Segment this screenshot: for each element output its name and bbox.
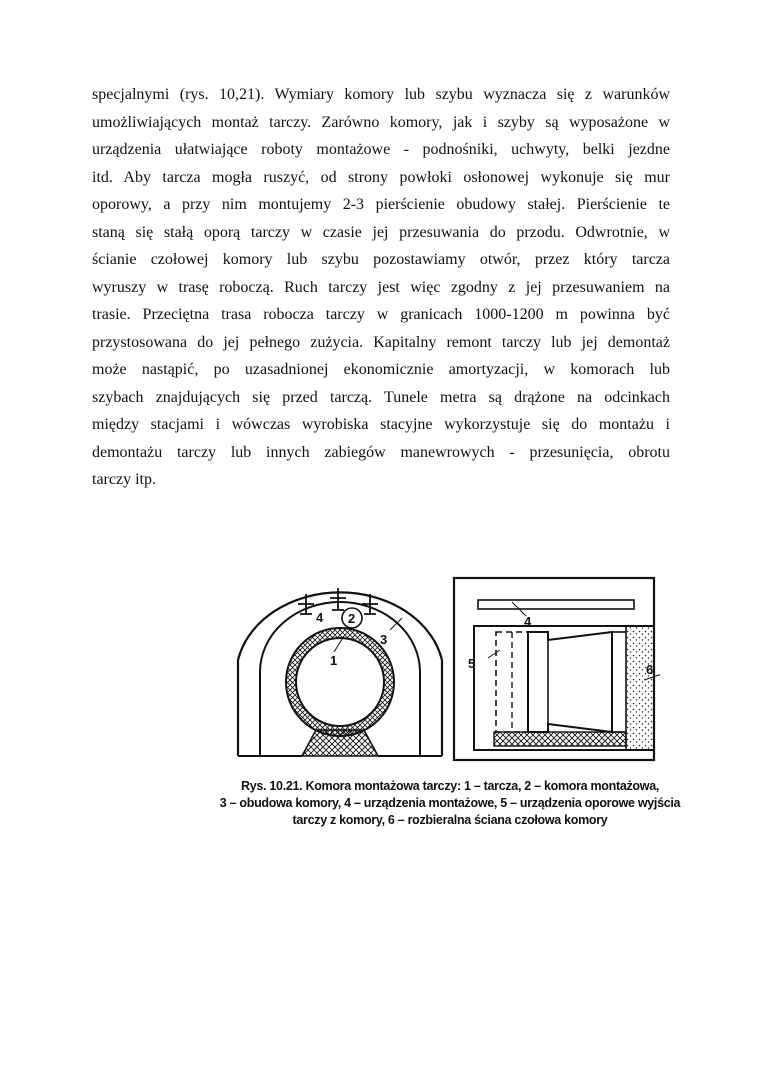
shield-body — [528, 632, 612, 732]
right-view — [454, 578, 660, 760]
figure-drawing — [230, 570, 660, 770]
label-5: 5 — [468, 656, 476, 671]
text-line: ścianie czołowej komory lub szybu pozostawiamy otwór, przez który tarcza — [92, 251, 670, 268]
caption-line: 3 – obudowa komory, 4 – urządzenia montażowe, 5 – urządzenia oporowe wyjścia — [219, 796, 681, 810]
label-4-right: 4 — [524, 614, 532, 629]
shield-ring-inner — [296, 638, 384, 726]
text-line: trasie. Przeciętna trasa robocza tarczy w granicach 1000-1200 m powinna być — [92, 306, 670, 323]
text-line: itd. Aby tarcza mogła ruszyć, od strony powłoki osłonowej wykonuje się mur — [92, 168, 670, 186]
text-line: wyruszy w trasę roboczą. Ruch tarczy jest więc zgodny z jej przesuwaniem na — [92, 278, 670, 296]
text-line-last: tarczy itp. — [92, 471, 156, 488]
figure-caption — [215, 778, 685, 829]
crane-beam — [478, 600, 634, 609]
text-line: szybach znajdujących się przed tarczą. Tunele metra są drążone na odcinkach — [92, 388, 670, 406]
figure-assembly-chamber — [230, 570, 660, 770]
text-line: staną się stałą oporą tarczy w czasie jej przesuwania do przodu. Odwrotnie, w — [92, 223, 670, 241]
caption-line: tarczy z komory, 6 – rozbieralna ściana czołowa komory — [292, 813, 608, 827]
text-line: przystosowana do jej pełnego zużycia. Kapitalny remont tarczy lub jej demontaż — [92, 333, 670, 351]
label-1: 1 — [330, 653, 338, 668]
text-line: demontażu tarczy lub innych zabiegów manewrowych - przesunięcia, obrotu — [92, 443, 670, 461]
left-view — [238, 588, 442, 756]
text-line: między stacjami i wówczas wyrobiska stacyjne wykorzystuje się do montażu i — [92, 416, 670, 433]
label-2: 2 — [348, 611, 356, 626]
text-line: może nastąpić, po uzasadnionej ekonomicznie amortyzacji, w komorach lub — [92, 361, 670, 378]
label-4-left: 4 — [316, 610, 324, 625]
text-line: oporowy, a przy nim montujemy 2-3 pierścienie obudowy stałej. Pierścienie te — [92, 196, 670, 213]
text-line: urządzenia ułatwiające roboty montażowe - podnośniki, uchwyty, belki jezdne — [92, 141, 670, 158]
chamber-floor — [494, 732, 626, 746]
body-paragraph — [92, 85, 670, 498]
mounting-devices — [298, 588, 378, 614]
text-line: umożliwiających montaż tarczy. Zarówno komory, jak i szyby są wyposażone w — [92, 113, 670, 131]
front-wall — [626, 626, 654, 750]
label-6: 6 — [646, 662, 654, 677]
caption-line: Rys. 10.21. Komora montażowa tarczy: 1 – tarcza, 2 – komora montażowa, — [240, 779, 660, 793]
label-3: 3 — [380, 632, 388, 647]
text-line: specjalnymi (rys. 10,21). Wymiary komory lub szybu wyznacza się z warunków — [92, 86, 670, 103]
